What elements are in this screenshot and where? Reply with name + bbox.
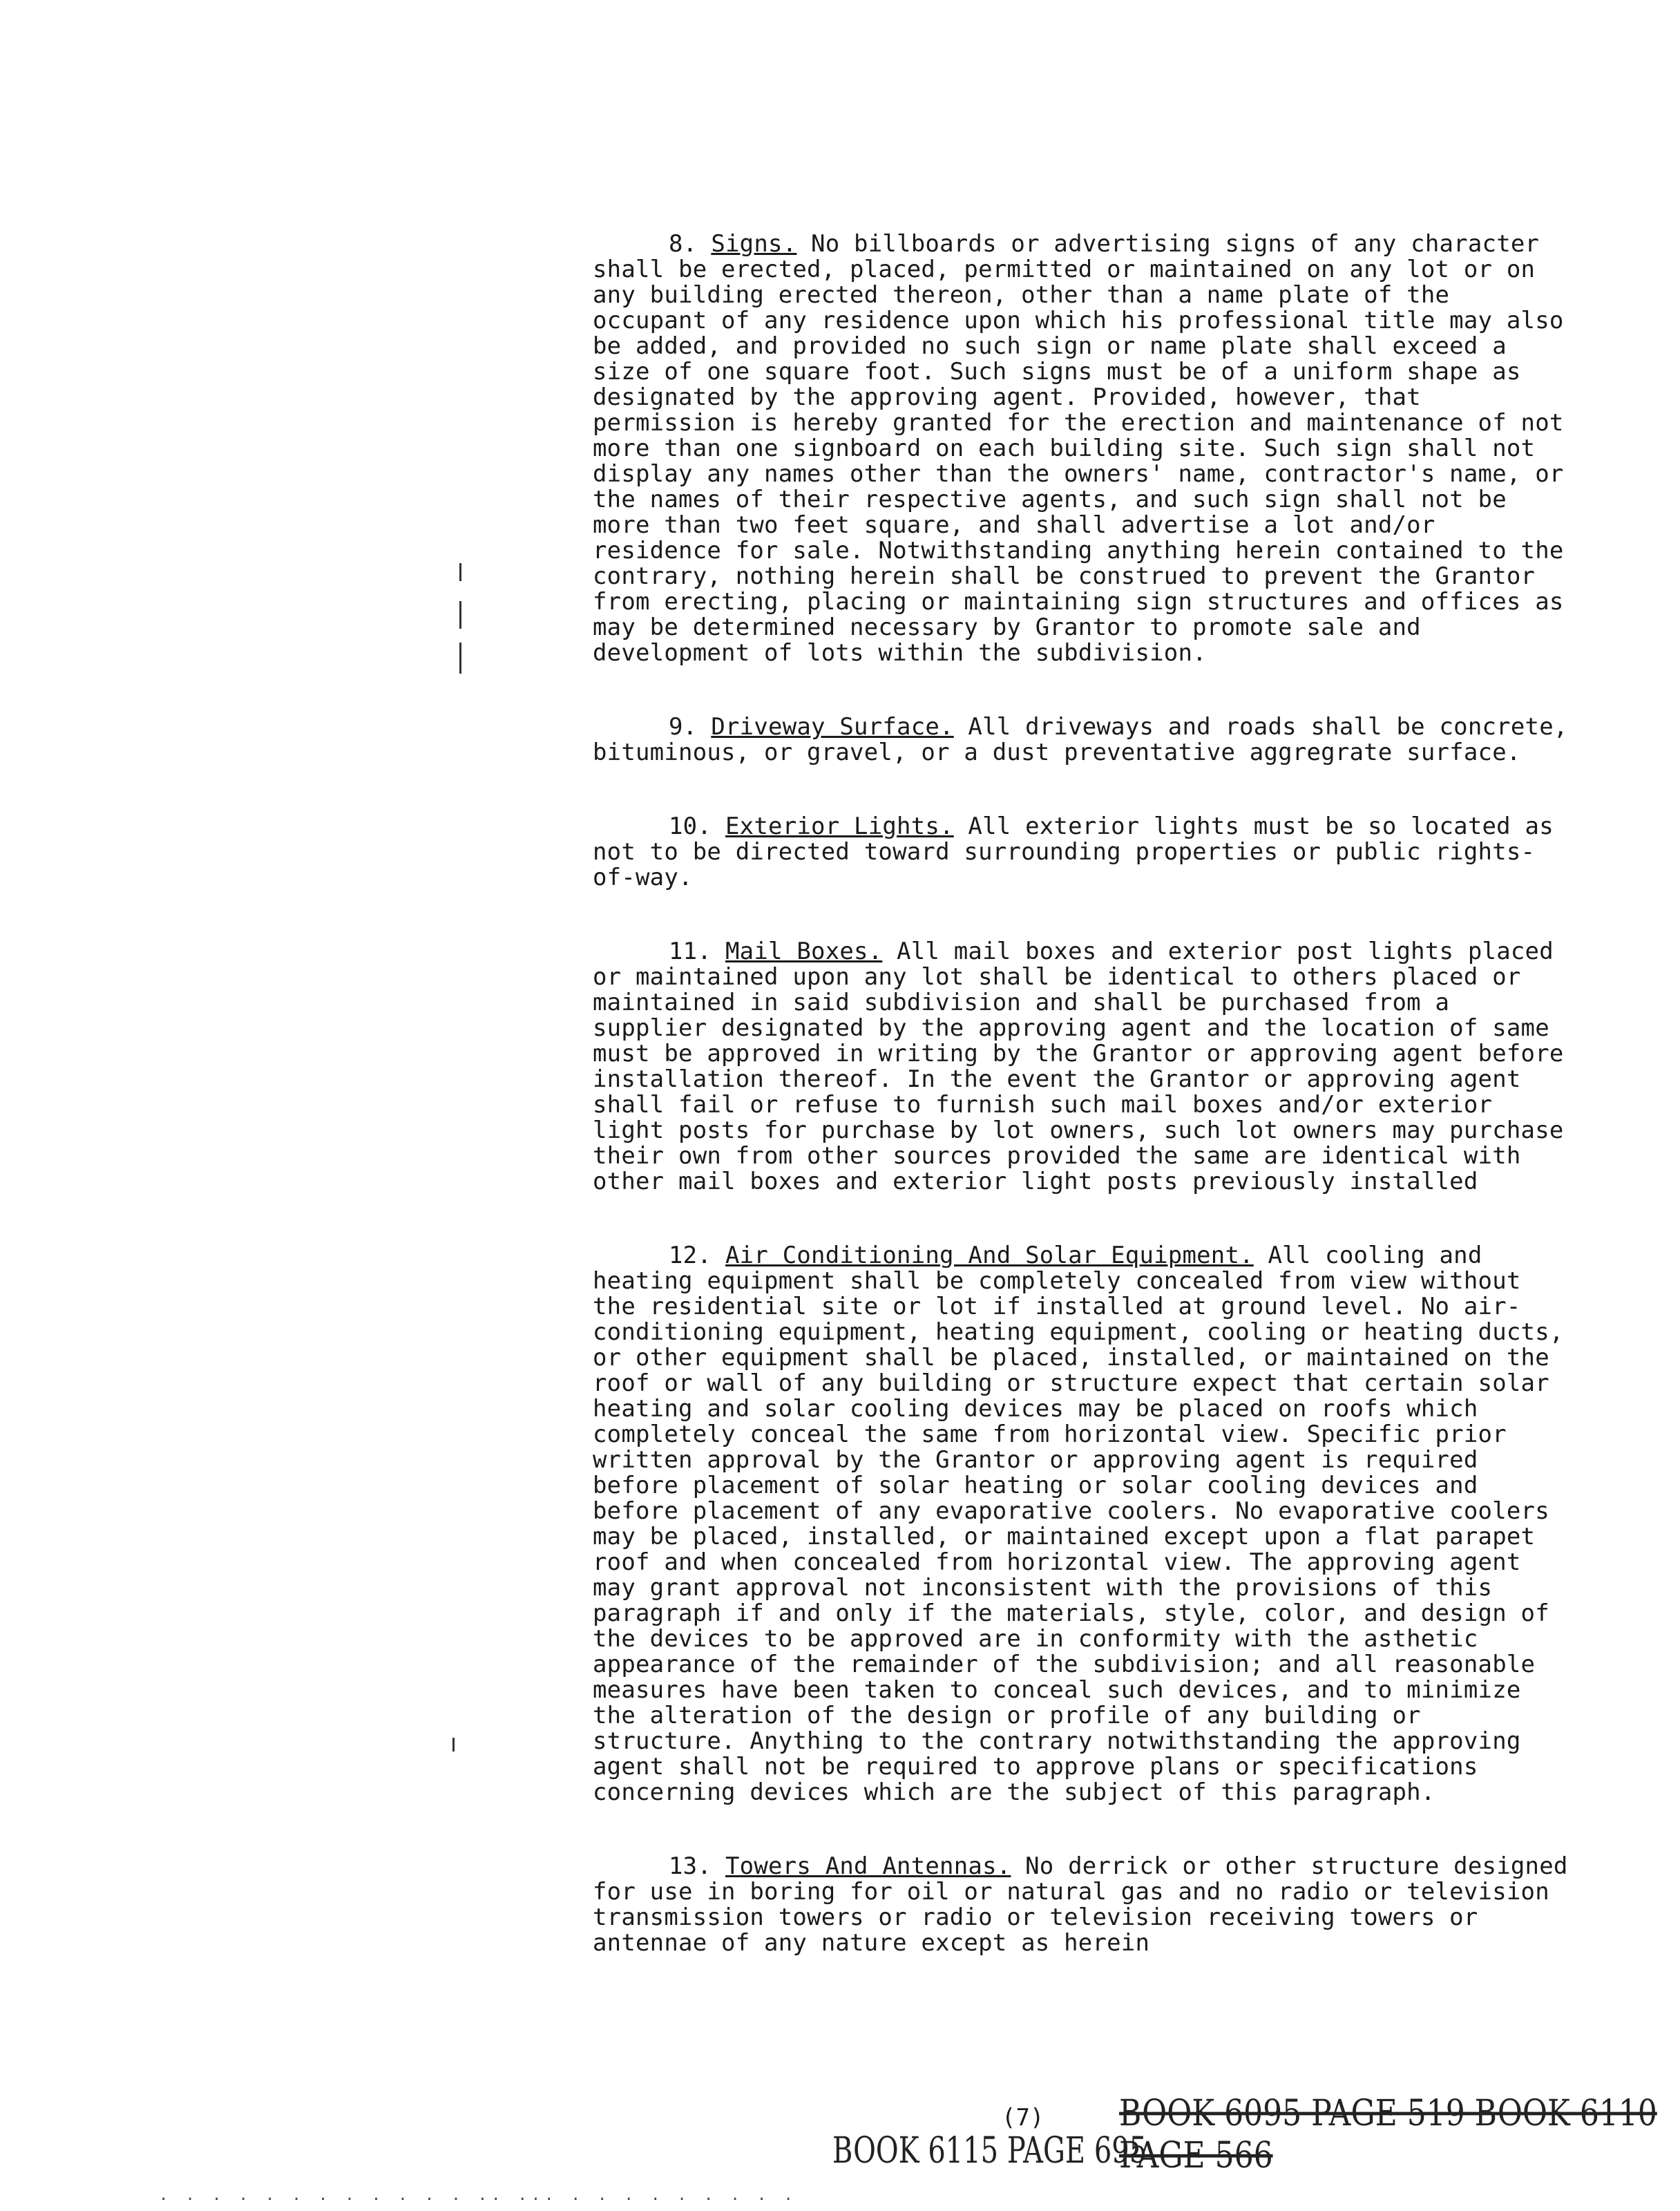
paragraph-heading: Driveway Surface. bbox=[711, 713, 954, 741]
page-number: (7) bbox=[1002, 2104, 1044, 2132]
paragraph-heading: Towers And Antennas. bbox=[725, 1852, 1011, 1880]
crossed-book-page-stamp: BOOK 6095 PAGE 519 BOOK 6110 PAGE 566 bbox=[1119, 2091, 1657, 2177]
book-page-stamp: BOOK 6115 PAGE 695 bbox=[832, 2130, 1147, 2172]
paragraph-signs bbox=[593, 231, 1574, 666]
paragraph-driveway-surface bbox=[593, 714, 1574, 766]
paragraph-number: 9. bbox=[669, 713, 698, 741]
paragraph-towers-antennas bbox=[593, 1854, 1574, 1956]
paragraph-air-conditioning bbox=[593, 1243, 1574, 1805]
paragraph-heading: Exterior Lights. bbox=[725, 813, 954, 840]
margin-mark bbox=[459, 563, 461, 581]
paragraph-text: No derrick or other structure designed for use in boring for oil or natural gas and no radio or television transmission towers or radio or television receiving towers or antennae of any nature except as herein bbox=[593, 1852, 1568, 1957]
paragraph-text: No billboards or advertising signs of any character shall be erected, placed, permitted or maintained on any lot or on any building erected thereon, other than a name plate of the occupant of any residence upon which his professional title may also be added, and provided no such sign or name plate shall exceed a size of one square foot. Such signs must be of a uniform shape as designated by the approving agent. Provided, however, that permission is hereby granted for the erection and maintenance of not more than one signboard on each building site. Such sign shall not display any names other than the owners' name, contractor's name, or the names of their respective agents, and such sign shall not be more than two feet square, and shall advertise a lot and/or residence for sale. Notwithstanding anything herein contained to the contrary, nothing herein shall be construed to prevent the Grantor from erecting, placing or maintaining sign structures and offices as may be determined necessary by Grantor to promote sale and development of lots within the subdivision. bbox=[593, 230, 1564, 667]
paragraph-exterior-lights bbox=[593, 814, 1574, 891]
paragraph-heading: Air Conditioning And Solar Equipment. bbox=[725, 1242, 1254, 1269]
paragraph-heading: Mail Boxes. bbox=[725, 938, 883, 965]
paragraph-number: 13. bbox=[669, 1852, 712, 1880]
document-body bbox=[593, 231, 1574, 2004]
paragraph-number: 10. bbox=[669, 813, 712, 840]
paragraph-text: All mail boxes and exterior post lights placed or maintained upon any lot shall be identical to others placed or maintained in said subdivision and shall be purchased from a supplier designated by the approving agent and the location of same must be approved in writing by the Grantor or approving agent before installation thereof. In the event the Grantor or approving agent shall fail or refuse to furnish such mail boxes and/or exterior light posts for purchase by lot owners, such lot owners may purchase their own from other sources provided the same are identical with other mail boxes and exterior light posts previously installed bbox=[593, 938, 1564, 1195]
paragraph-number: 11. bbox=[669, 938, 712, 965]
paragraph-mail-boxes bbox=[593, 939, 1574, 1195]
paragraph-text: All cooling and heating equipment shall be completely concealed from view without the residential site or lot if installed at ground level. No air-conditioning equipment, heating equipment, cooling or heating ducts, or other equipment shall be placed, installed, or maintained on the roof or wall of any building or structure expect that certain solar heating and solar cooling devices may be placed on roofs which completely conceal the same from horizontal view. Specific prior written approval by the Grantor or approving agent is required before placement of solar heating or solar cooling devices and before placement of any evaporative coolers. No evaporative coolers may be placed, installed, or maintained except upon a flat parapet roof and when concealed from horizontal view. The approving agent may grant approval not inconsistent with the provisions of this paragraph if and only if the materials, style, color, and design of the devices to be approved are in conformity with the asthetic appearance of the remainder of the subdivision; and all reasonable measures have been taken to conceal such devices, and to minimize the alteration of the design or profile of any building or structure. Anything to the contrary notwithstanding the approving agent shall not be required to approve plans or specifications concerning devices which are the subject of this paragraph. bbox=[593, 1242, 1564, 1806]
paragraph-heading: Signs. bbox=[711, 230, 797, 258]
paragraph-number: 8. bbox=[669, 230, 698, 258]
scan-specks: . . . . . . . . . . . . .. ... . . . . . . . . . bbox=[159, 2187, 797, 2204]
paragraph-text: All exterior lights must be so located as not to be directed toward surrounding properties or public rights-of-way. bbox=[593, 813, 1554, 891]
margin-mark bbox=[459, 601, 461, 629]
margin-mark bbox=[459, 643, 461, 674]
margin-mark bbox=[452, 1738, 455, 1752]
paragraph-text: All driveways and roads shall be concrete, bituminous, or gravel, or a dust preventative aggregrate surface. bbox=[593, 713, 1568, 766]
paragraph-number: 12. bbox=[669, 1242, 712, 1269]
